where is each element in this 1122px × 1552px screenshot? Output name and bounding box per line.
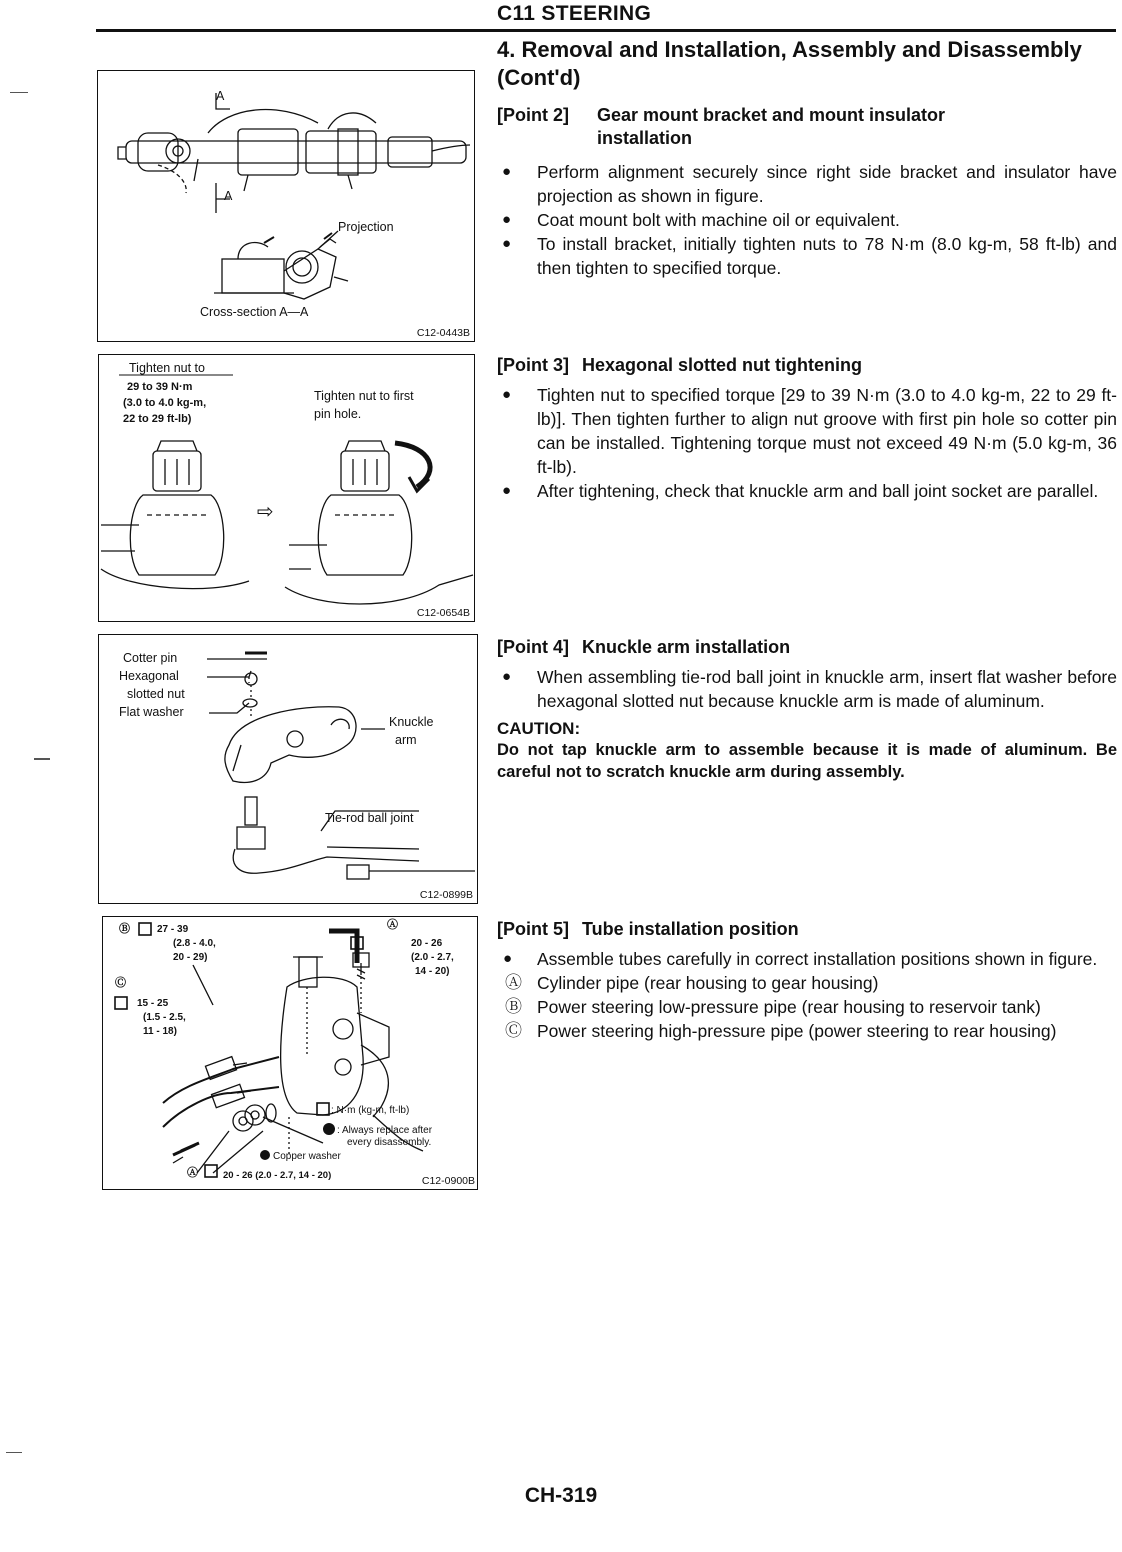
- c-marker: Ⓒ: [115, 977, 126, 989]
- tighten-label: Tighten nut to: [129, 361, 205, 375]
- bullet-item: ● Perform alignment securely since right side bracket and insulator have projection as shown in figure.: [502, 162, 1117, 206]
- figure-knuckle-arm: [98, 634, 478, 904]
- figure-code: C12-0443B: [416, 327, 470, 339]
- cotter-pin-label: Cotter pin: [123, 651, 178, 665]
- scan-mark: [10, 92, 28, 93]
- figure-code: C12-0900B: [421, 1175, 475, 1187]
- section-title: Hexagonal slotted nut tightening: [582, 355, 863, 375]
- flat-washer-label: Flat washer: [119, 705, 184, 719]
- c-torque-2: (1.5 - 2.5,: [143, 1012, 186, 1023]
- b-torque-1: 27 - 39: [157, 924, 189, 935]
- caution-label: CAUTION:: [497, 719, 581, 738]
- bullet-item: ● When assembling tie-rod ball joint in knuckle arm, insert flat washer before hexagonal slotted nut because knuckle arm is made of aluminum.: [502, 667, 1117, 711]
- projection-label: Projection: [338, 220, 394, 234]
- scan-mark: [34, 758, 50, 760]
- section-mark-bottom: A: [224, 189, 233, 203]
- a-torque-3: 14 - 20): [415, 966, 450, 977]
- legend-replace-2: every disassembly.: [347, 1137, 432, 1148]
- list-item-b: Ⓑ Power steering low-pressure pipe (rear housing to reservoir tank): [505, 997, 1041, 1017]
- section-title: Knuckle arm installation: [582, 637, 791, 657]
- hex-nut-label-1: Hexagonal: [119, 669, 179, 683]
- c-torque-1: 15 - 25: [137, 998, 169, 1009]
- hex-nut-label-2: slotted nut: [127, 687, 185, 701]
- section-mark-top: A: [216, 89, 225, 103]
- list-item-a: Ⓐ Cylinder pipe (rear housing to gear housing): [505, 973, 879, 993]
- section-title: Tube installation position: [582, 919, 799, 939]
- section-heading: [497, 354, 1117, 377]
- section-point2: [497, 104, 1117, 280]
- knuckle-label-2: arm: [395, 733, 417, 747]
- torque-line-3: 22 to 29 ft-lb): [123, 413, 192, 425]
- ball-joint-drawing: [99, 355, 474, 621]
- b-torque-3: 20 - 29): [173, 952, 208, 963]
- section-heading: [497, 104, 1117, 148]
- bottom-a-marker: Ⓐ: [187, 1167, 198, 1179]
- section-point4: [497, 636, 1117, 783]
- scan-mark: [6, 1452, 22, 1453]
- bullet-item: ● Coat mount bolt with machine oil or equivalent.: [502, 210, 900, 230]
- a-marker: Ⓐ: [387, 919, 398, 931]
- b-marker: Ⓑ: [119, 923, 130, 935]
- bullet-item: ● After tightening, check that knuckle arm and ball joint socket are parallel.: [502, 481, 1099, 501]
- bullet-item: ● To install bracket, initially tighten nuts to 78 N·m (8.0 kg-m, 58 ft-lb) and then tighten to specified torque.: [502, 234, 1117, 278]
- first-pin-label-1: Tighten nut to first: [314, 389, 414, 403]
- legend-replace-1: : Always replace after: [337, 1125, 433, 1136]
- torque-line-1: 29 to 39 N·m: [127, 381, 193, 393]
- section-point-label: [Point 5]: [497, 919, 569, 939]
- next-step-arrow-icon: ⇨: [257, 501, 274, 523]
- figure-gear-mount: [97, 70, 475, 342]
- section-heading: [497, 918, 1117, 941]
- section-point-label: [Point 3]: [497, 355, 569, 375]
- torque-line-2: (3.0 to 4.0 kg-m,: [123, 397, 207, 409]
- copper-washer-label: Copper washer: [273, 1151, 341, 1162]
- cross-section-label: Cross-section A—A: [200, 305, 309, 319]
- bullet-item: ● Assemble tubes carefully in correct installation positions shown in figure.: [503, 949, 1098, 969]
- figure-code: C12-0899B: [419, 889, 473, 901]
- c-torque-3: 11 - 18): [143, 1026, 177, 1037]
- section-point-label: [Point 2]: [497, 105, 569, 125]
- b-torque-2: (2.8 - 4.0,: [173, 938, 216, 949]
- knuckle-label-1: Knuckle: [389, 715, 434, 729]
- figure-nut-tightening: [98, 354, 475, 622]
- bottom-torque: 20 - 26 (2.0 - 2.7, 14 - 20): [223, 1170, 332, 1181]
- gear-assembly-drawing: [98, 71, 474, 341]
- section-point3: [497, 354, 1117, 503]
- figure-tube-installation: [102, 916, 478, 1190]
- section-point-label: [Point 4]: [497, 637, 569, 657]
- list-item-c: Ⓒ Power steering high-pressure pipe (power steering to rear housing): [505, 1021, 1057, 1041]
- legend-torque: : N·m (kg-m, ft-lb): [331, 1105, 410, 1116]
- a-torque-1: 20 - 26: [411, 938, 443, 949]
- section-heading: [497, 636, 1117, 659]
- caution-text: Do not tap knuckle arm to assemble because it is made of aluminum. Be careful not to scratch knuckle arm during assembly.: [497, 741, 1117, 781]
- first-pin-label-2: pin hole.: [314, 407, 362, 421]
- bullet-item: ● Tighten nut to specified torque [29 to 39 N·m (3.0 to 4.0 kg-m, 22 to 29 ft-lb)]. Then tighten further to align nut groove with first pin hole so cotter pin can be installed. Tightening torque must not exceed 49 N·m (5.0 kg-m, 36 ft-lb).: [502, 385, 1117, 477]
- section-title: Gear mount bracket and mount insulator installation: [597, 105, 946, 148]
- page-title: 4. Removal and Installation, Assembly and Disassembly (Cont'd): [497, 37, 1082, 90]
- tie-rod-label: Tie-rod ball joint: [325, 811, 414, 825]
- page-number: CH-319: [524, 1484, 598, 1507]
- chapter-title: C11 STEERING: [497, 2, 652, 25]
- section-point5: [497, 918, 1117, 1043]
- header-rule: [96, 29, 1116, 32]
- figure-code: C12-0654B: [416, 607, 470, 619]
- a-torque-2: (2.0 - 2.7,: [411, 952, 454, 963]
